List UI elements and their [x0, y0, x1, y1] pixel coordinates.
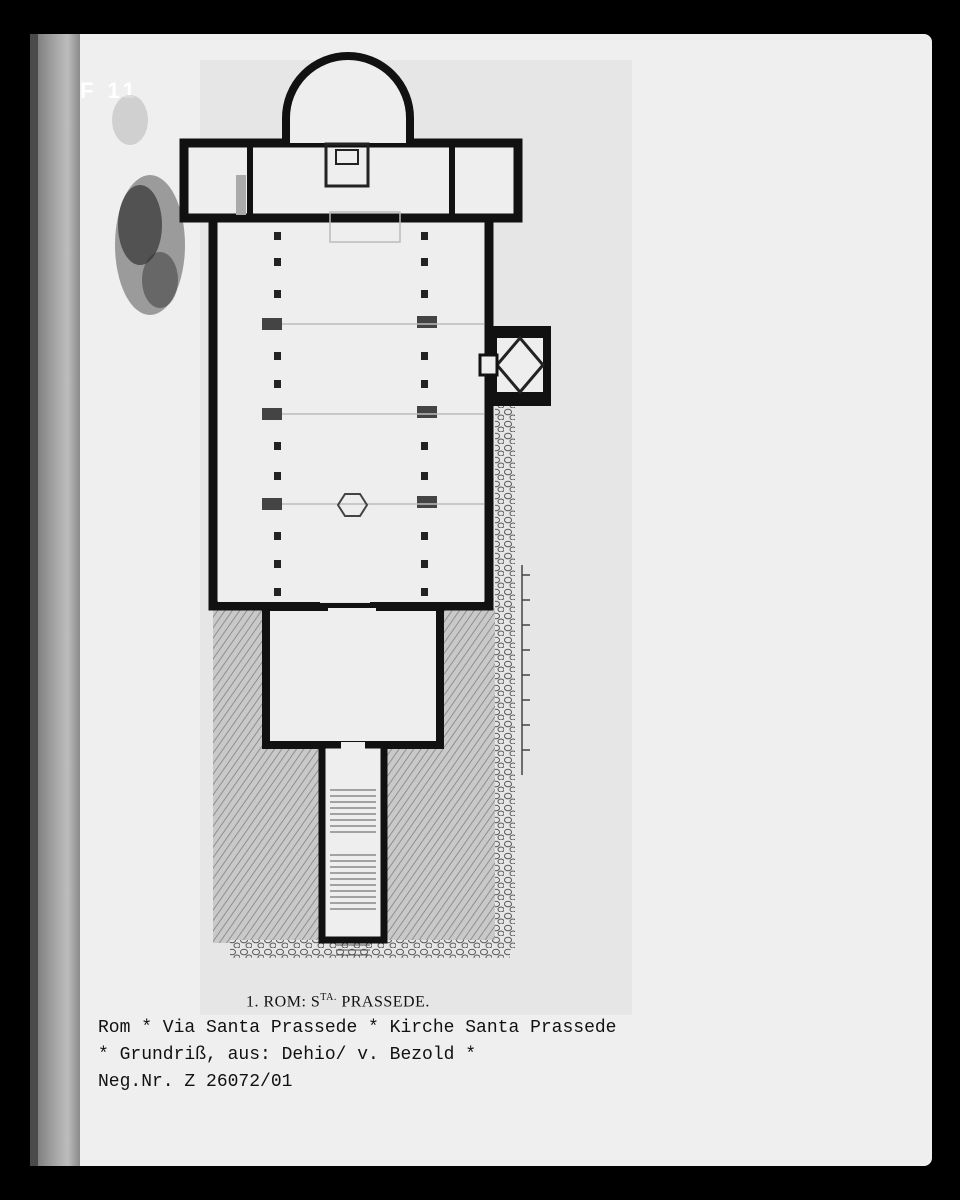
description-line-2: * Grundriß, aus: Dehio/ v. Bezold *: [98, 1045, 477, 1065]
hatch-right-lower: [384, 745, 440, 943]
caption-name: PRASSEDE.: [336, 993, 430, 1011]
negative-number: Neg.Nr. Z 26072/01: [98, 1072, 293, 1092]
hatch-left: [213, 608, 265, 943]
caption-number: 1. ROM: S: [246, 993, 321, 1011]
hatch-left-lower: [265, 745, 323, 943]
entrance-stairway: [322, 742, 384, 955]
scale-bar: [522, 565, 530, 775]
plate-caption: [246, 992, 430, 1011]
ink-smudge: [112, 95, 185, 315]
hatch-right: [440, 608, 498, 943]
transept: [184, 143, 518, 218]
description-line-1: Rom * Via Santa Prassede * Kirche Santa Prassede: [98, 1018, 617, 1038]
stone-border-right: [495, 405, 515, 950]
side-chapel: [480, 326, 551, 406]
nave-floor: [218, 222, 484, 602]
atrium: [266, 607, 440, 745]
slide-number: F 11: [80, 78, 139, 103]
caption-superscript: TA.: [320, 992, 337, 1003]
